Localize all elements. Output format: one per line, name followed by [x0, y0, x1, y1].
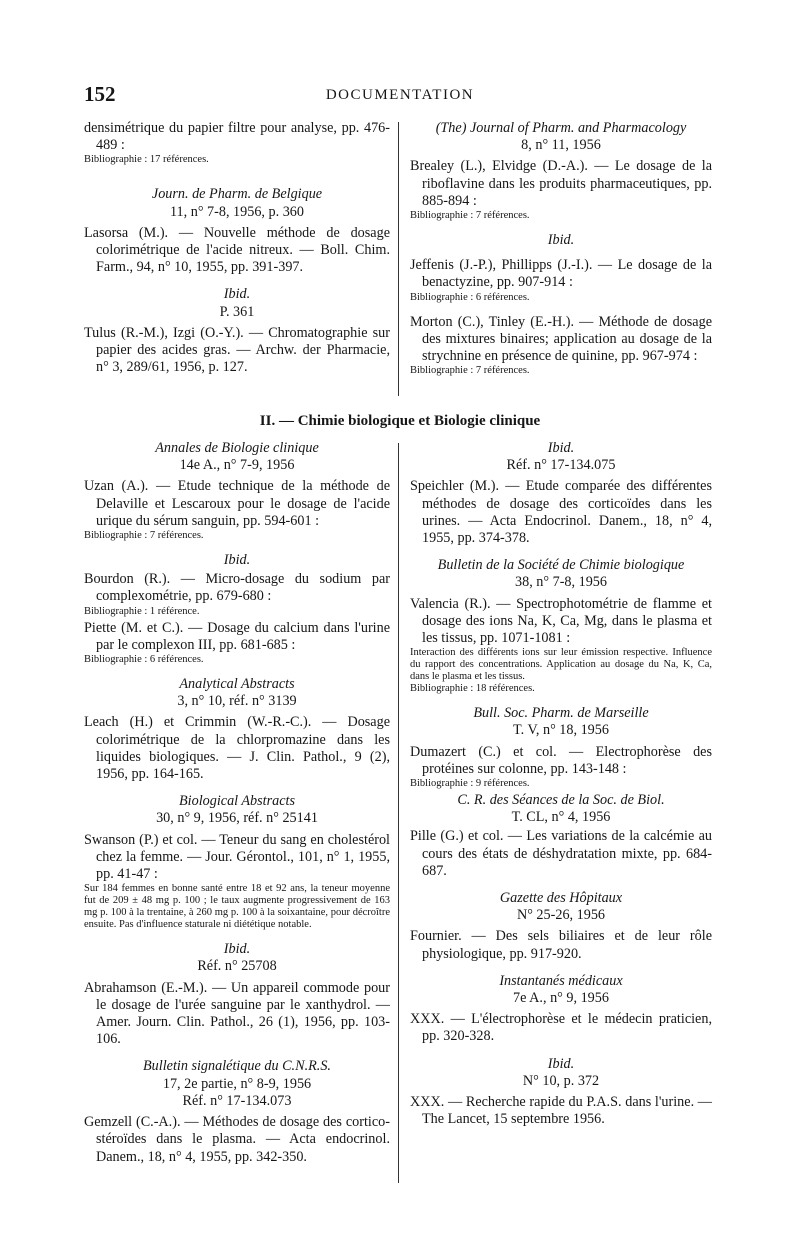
- journal-issue: T. V, n° 18, 1956: [513, 722, 609, 739]
- entry-text: Valencia (R.). — Spectrophotométrie de flamme et dosage des ions Na, K, Ca, Mg, dans le plasma et les tissus, pp. 1071-1081 :: [410, 595, 712, 647]
- entry-text: Jeffenis (J.-P.), Phillipps (J.-I.). — Le dosage de la benactyzine, pp. 907-914 :: [410, 257, 712, 291]
- journal-issue: 38, n° 7-8, 1956: [515, 574, 607, 591]
- entry-morton: [410, 314, 712, 378]
- entry-gemzell: [84, 1114, 390, 1166]
- entry-fournier: [410, 928, 712, 962]
- journal-title: C. R. des Séances de la Soc. de Biol.: [457, 792, 665, 809]
- running-title: DOCUMENTATION: [325, 87, 475, 103]
- journal-title: (The) Journal of Pharm. and Pharmacology: [435, 120, 687, 136]
- entry-text: Fournier. — Des sels biliaires et de leur rôle physiologique, pp. 917-920.: [410, 928, 712, 962]
- entry-text: Pille (G.) et col. — Les variations de la calcémie au cours des états de déshydratation mixte, pp. 684-687.: [410, 828, 712, 879]
- entry-text: Bourdon (R.). — Micro-dosage du sodium par complexométrie, pp. 679-680 :: [84, 571, 390, 605]
- entry-xxx-electrophorese: [410, 1011, 712, 1045]
- entry-text: Leach (H.) et Crimmin (W.-R.-C.). — Dosage colorimétrique de la chlorpromazine dans les liquides biologiques. — J. Clin. Pathol., 9 (2), 1956, pp. 164-165.: [84, 714, 390, 783]
- entry-text: XXX. — Recherche rapide du P.A.S. dans l'urine. — The Lancet, 15 septembre 1956.: [410, 1094, 712, 1128]
- top-right-column: [410, 120, 712, 387]
- entry-uzan: [84, 478, 390, 542]
- journal-title: Ibid.: [547, 232, 575, 249]
- entry-xxx-pas: [410, 1094, 712, 1128]
- bibliography-note: Bibliographie : 7 références.: [84, 530, 204, 542]
- column-divider: [398, 443, 399, 1183]
- journal-issue: 11, n° 7-8, 1956, p. 360: [169, 203, 304, 220]
- bibliography-note: Bibliographie : 18 références.: [410, 683, 535, 695]
- entry-text: densimétrique du papier filtre pour analyse, pp. 476-489 :: [84, 120, 390, 154]
- journal-title: Instantanés médicaux: [499, 972, 623, 989]
- column-divider: [398, 122, 399, 396]
- journal-issue: Réf. n° 17-134.075: [506, 457, 616, 474]
- bottom-left-column: [84, 440, 390, 1176]
- journal-issue: 3, n° 10, réf. n° 3139: [177, 693, 297, 710]
- bibliography-note: Bibliographie : 17 références.: [84, 154, 209, 166]
- bibliography-note: Bibliographie : 6 références.: [84, 654, 204, 666]
- page-number: 152: [84, 82, 116, 106]
- entry-leach: [84, 714, 390, 783]
- journal-issue: P. 361: [219, 303, 255, 320]
- entry-text: Dumazert (C.) et col. — Electrophorèse des protéines sur colonne, pp. 143-148 :: [410, 743, 712, 777]
- journal-title: Ibid.: [547, 440, 575, 456]
- abstract-note: Sur 184 femmes en bonne santé entre 18 et 92 ans, la teneur moyenne fut de 209 ± 48 mg p. 100 ; le taux augmente progressivement de 163 mg p. 100 à la trentaine, à 260 mg p. 100 à la soixantaine, pour décroître ensuite. Pas d'influence staturale ni diététique notable.: [84, 883, 390, 931]
- entry-jeffenis: [410, 257, 712, 303]
- entry-abrahamson: [84, 980, 390, 1049]
- entry-continued: [84, 120, 390, 166]
- abstract-note: Interaction des différents ions sur leur émission respective. Influence du rapport des concentrations. Application au dosage du Na, K, Ca, dans le plasma et les tissus.: [410, 647, 712, 683]
- entry-text: Morton (C.), Tinley (E.-H.). — Méthode de dosage des mixtures binaires; application au dosage de la strychnine en présence de quinine, pp. 967-974 :: [410, 313, 712, 365]
- journal-title: Bulletin signalétique du C.N.R.S.: [143, 1058, 331, 1075]
- entry-text: Tulus (R.-M.), Izgi (O.-Y.). — Chromatographie sur papier des acides gras. — Archw. der Pharmacie, n° 3, 289/61, 1956, p. 127.: [84, 324, 390, 376]
- section-heading: II. — Chimie biologique et Biologie clinique: [259, 413, 541, 429]
- journal-issue: 8, n° 11, 1956: [521, 137, 601, 154]
- entry-tulus: [84, 325, 390, 377]
- bibliography-note: Bibliographie : 1 référence.: [84, 605, 200, 617]
- entry-lasorsa: [84, 225, 390, 277]
- journal-issue: N° 25-26, 1956: [516, 907, 606, 924]
- journal-issue: N° 10, p. 372: [522, 1072, 600, 1089]
- entry-pille: [410, 828, 712, 880]
- entry-swanson: [84, 832, 390, 932]
- journal-ref: Réf. n° 17-134.073: [182, 1092, 292, 1109]
- entry-bourdon: [84, 571, 390, 617]
- bibliography-note: Bibliographie : 9 références.: [410, 778, 530, 790]
- entry-dumazert: [410, 744, 712, 790]
- entry-text: Gemzell (C.-A.). — Méthodes de dosage des cortico-stéroïdes dans le plasma. — Acta endocrinol. Danem., 18, n° 4, 1955, pp. 342-350.: [84, 1114, 390, 1165]
- entry-text: Uzan (A.). — Etude technique de la méthode de Delaville et Lescaroux pour le dosage de l'acide urique du sérum sanguin, pp. 594-601 :: [84, 478, 390, 529]
- journal-title: Gazette des Hôpitaux: [499, 890, 623, 907]
- bibliography-note: Bibliographie : 7 références.: [410, 365, 530, 377]
- journal-title: Journ. de Pharm. de Belgique: [151, 186, 323, 203]
- entry-text: Brealey (L.), Elvidge (D.-A.). — Le dosage de la riboflavine dans les produits pharmaceutiques, pp. 885-894 :: [410, 158, 712, 209]
- top-left-column: [84, 120, 390, 386]
- journal-issue: 17, 2e partie, n° 8-9, 1956: [162, 1075, 312, 1092]
- journal-title: Ibid.: [223, 286, 251, 303]
- entry-text: Swanson (P.) et col. — Teneur du sang en cholestérol chez la femme. — Jour. Gérontol., 101, n° 1, 1955, pp. 41-47 :: [84, 831, 390, 883]
- journal-title: Ibid.: [547, 1055, 575, 1072]
- journal-title: Ibid.: [223, 941, 251, 958]
- journal-title: Biological Abstracts: [179, 793, 295, 810]
- journal-issue: T. CL, n° 4, 1956: [511, 809, 611, 826]
- journal-issue: Réf. n° 25708: [197, 958, 277, 975]
- entry-text: Abrahamson (E.-M.). — Un appareil commode pour le dosage de l'urée sanguine par le xanthydrol. — Amer. Journ. Clin. Pathol., 26 (1), 1956, pp. 103-106.: [84, 979, 390, 1048]
- journal-issue: 30, n° 9, 1956, réf. n° 25141: [156, 810, 318, 827]
- entry-speichler: [410, 478, 712, 547]
- journal-title: Bull. Soc. Pharm. de Marseille: [473, 705, 649, 722]
- bottom-right-column: [410, 440, 712, 1139]
- entry-text: Speichler (M.). — Etude comparée des différentes méthodes de dosage des corticoïdes dans les urines. — Acta Endocrinol. Danem., 18, n° 4, 1955, pp. 374-378.: [410, 478, 712, 547]
- journal-title: Annales de Biologie clinique: [155, 440, 319, 456]
- journal-issue: 14e A., n° 7-9, 1956: [179, 457, 295, 474]
- journal-title: Analytical Abstracts: [179, 676, 295, 693]
- page-header: [84, 82, 716, 110]
- entry-text: XXX. — L'électrophorèse et le médecin praticien, pp. 320-328.: [410, 1011, 712, 1045]
- journal-issue: 7e A., n° 9, 1956: [513, 990, 609, 1007]
- entry-text: Lasorsa (M.). — Nouvelle méthode de dosage colorimétrique de l'acide nitreux. — Boll. Chim. Farm., 94, n° 10, 1955, pp. 391-397.: [84, 224, 390, 276]
- bibliography-note: Bibliographie : 7 références.: [410, 210, 530, 222]
- entry-valencia: [410, 596, 712, 696]
- journal-title: Ibid.: [223, 552, 251, 569]
- entry-text: Piette (M. et C.). — Dosage du calcium dans l'urine par le complexon III, pp. 681-685 :: [84, 619, 390, 653]
- entry-brealey: [410, 158, 712, 222]
- bibliography-note: Bibliographie : 6 références.: [410, 291, 530, 303]
- journal-title: Bulletin de la Société de Chimie biologique: [437, 557, 685, 574]
- entry-piette: [84, 620, 390, 666]
